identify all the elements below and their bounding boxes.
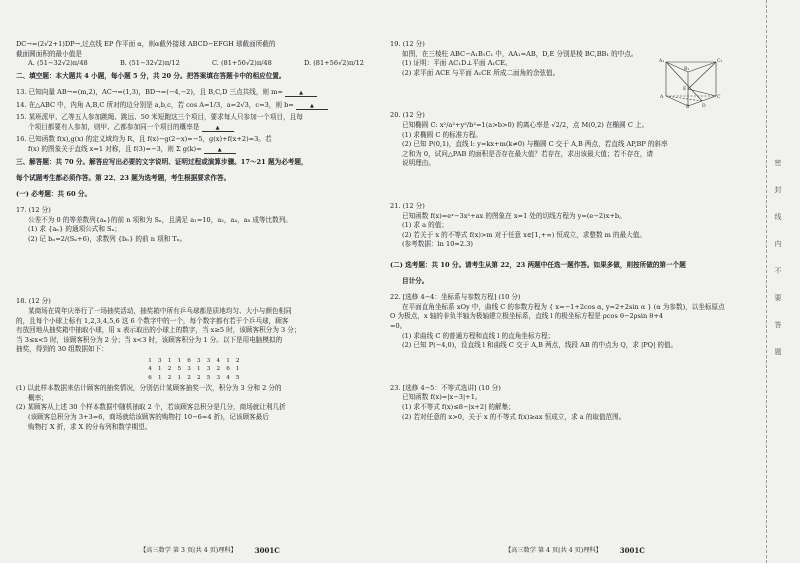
q17-stem: 公差不为 0 的等差数列{aₙ}的前 n 项和为 Sₙ，且满足 a₁=10，a₂，a₄，a₈ 成等比数列。 [28, 215, 292, 224]
q19-stem: 如图，在三棱柱 ABC−A₁B₁C₁ 中，AA₁=AB，D,E 分别是棱 BC,BB₁ 的中点。 [402, 49, 638, 58]
seal-char: 要 [774, 294, 782, 302]
answer-space [390, 169, 734, 199]
seal-char: 题 [774, 348, 782, 356]
section-3-heading-1: 三、解答题：共 70 分。解答应写出必要的文字说明、证明过程或演算步骤。17～21 题为必考题， [16, 157, 308, 166]
q12-option-b: B. (51−32√2)π/12 [119, 59, 180, 68]
q22-stem: 在平面直角坐标系 xOy 中，曲线 C 的参数方程为 { x=−1+2cos α, y=2+2sin α } (α 为参数)，以坐标原点 [402, 302, 725, 311]
q20-heading: 20. (12 分) [390, 111, 425, 120]
q21-part-2: (2) 若关于 x 的不等式 f(x)>m 对于任意 x∈[1,+∞) 恒成立，求整数 m 的最大值。 [402, 230, 646, 239]
q19-part-2: (2) 求平面 ACE 与平面 A₁CE 所成二面角的余弦值。 [402, 68, 560, 77]
q22-heading: 22. [选修 4−4：坐标系与参数方程] (10 分) [390, 293, 521, 302]
q12-option-a: A. (51−32√2)π/48 [28, 59, 88, 68]
label-d: D [702, 104, 706, 108]
prism-figure [658, 56, 724, 108]
seal-char: 密 [774, 159, 782, 167]
q18-part-1-cont: 概率； [28, 393, 48, 402]
label-b: B [686, 105, 690, 108]
page-4-footer-label: 【高三数学 第 4 页(共 4 页)理科】 [505, 547, 602, 554]
q18-line-5: 抽奖，得到的 30 组数据如下： [16, 345, 108, 354]
q23-heading: 23. [选修 4−5：不等式选讲] (10 分) [390, 383, 501, 392]
optional-part-heading-1: (二) 选考题：共 10 分。请考生从第 22，23 两题中任选一题作答。如果多做，则按所做的第一个题 [390, 260, 686, 269]
section-2-heading: 二、填空题：本大题共 4 小题，每小题 5 分，共 20 分。把答案填在答题卡中的相应位置。 [16, 71, 286, 80]
q18-line-1: 某商场在周年庆举行了一场抽奖活动，抽奖箱中所有乒乓球都是质地均匀、大小与颜色相同 [28, 307, 292, 316]
answer-space [390, 250, 734, 258]
page-3 [16, 0, 374, 563]
q20-part-1: (1) 求椭圆 C 的标准方程。 [402, 130, 483, 139]
q16-line-1: 16. 已知函数 f(x),g(x) 的定义域均为 R，且 f(x)−g(2−x)=−5，g(x)+f(x+2)=3。若 [16, 135, 272, 144]
q20-part-2: (2) 已知 P(0,1)，直线 l: y=kx+m(k≠0) 与椭圆 C 交于 A,B 两点，若直线 AP,BP 的斜率 [402, 140, 668, 149]
q20-part-2-cont: 之和为 0，试问△PAB 的面积是否存在最大值？若存在，求出该最大值；若不存在，请 [402, 149, 654, 158]
q15-line-1: 15. 某班派甲、乙等五人参加跳绳、跳远、50 米短跑这三个项目，要求每人只参加一个项目，且每 [16, 113, 303, 122]
q12-option-c: C. (81+56√2)π/48 [211, 59, 272, 68]
q20-stem: 已知椭圆 C: x²/a²+y²/b²=1(a>b>0) 的离心率是 √2/2，点 M(0,2) 在椭圆 C 上。 [402, 120, 649, 129]
label-c1: C₁ [717, 59, 723, 64]
page-4-exam-code: 3001C [619, 546, 645, 555]
page-4 [390, 0, 734, 563]
binding-margin [752, 0, 800, 563]
q18-line-4: 当 3≤x<5 时，该顾客积分为 2 分；当 x<3 时，该顾客积分为 1 分。以下是用电脑模拟的 [16, 335, 283, 344]
q12-stem-line-2: 截面圆面积的最小值是 [16, 49, 82, 58]
seal-char: 不 [774, 267, 782, 275]
q22-part-1: (1) 求曲线 C 的普通方程和直线 l 的直角坐标方程； [402, 331, 555, 340]
q22-stem-end: =0。 [390, 322, 407, 331]
seal-text [772, 150, 784, 366]
q19-part-1: (1) 证明：平面 AC₁D⊥平面 A₁CE。 [402, 59, 512, 68]
answer-blank: ▲ [285, 90, 317, 97]
q15-line-2: 个项目都要有人参加，则甲、乙都参加同一个项目的概率是 ▲ [16, 123, 374, 133]
seal-char: 答 [774, 321, 782, 329]
seal-char: 封 [774, 186, 782, 194]
seal-char: 内 [774, 240, 782, 248]
page-3-footer-label: 【高三数学 第 3 页(共 4 页)理科】 [140, 547, 237, 554]
q12-options [16, 59, 374, 69]
q21-stem: 已知函数 f(x)=eˣ−3x²+ax 的图象在 x=1 处的切线方程为 y=(e−2)x+b。 [402, 211, 626, 220]
label-a: A [660, 95, 664, 100]
q18-part-1: (1) 以此样本数据来估计顾客的抽奖情况，分别估计某顾客抽奖一次，积分为 3 分和 2 分的 [16, 384, 282, 393]
answer-blank: ▲ [204, 147, 236, 154]
q18-part-2: (2) 某顾客从上述 30 个样本数据中随机抽取 2 个，若该顾客总积分是几分，商场就让利几折 [16, 403, 286, 412]
q22-stem-cont: O 为极点，x 轴的非负半轴为极轴建立极坐标系，直线 l 的极坐标方程是 ρcos θ−2ρsin θ+4 [390, 312, 664, 321]
q16-line-2: f(x) 的图象关于直线 x=1 对称，且 f(3)=−3，则 Σ g(k)= ▲ [16, 145, 374, 155]
q17-part-1: (1) 求 {aₙ} 的通项公式和 Sₙ； [28, 225, 122, 234]
q18-data-row: 1 3 1 1 6 3 3 4 1 2 [148, 358, 242, 365]
optional-part-heading-2: 目计分。 [402, 277, 429, 286]
q18-data-row: 6 1 2 1 2 2 5 3 4 5 [148, 374, 242, 381]
q18-line-2: 的，且每个小球上标有 1,2,3,4,5,6 这 6 个数字中的一个，每个数字都有若干个乒乓球，顾客 [16, 316, 289, 325]
q12-stem-line-1: DC→=(2√2+1)DP→,过点线 EP 作平面 α，则α截外接球 ABCD−EFGH 球截面所截的 [16, 40, 276, 48]
required-part-heading: (一) 必考题：共 60 分。 [16, 189, 92, 198]
label-e: E [683, 87, 687, 92]
page-3-exam-code: 3001C [254, 546, 280, 555]
q18-part-2-end: 购物打 X 折，求 X 的分布列和数学期望。 [28, 422, 152, 431]
answer-blank: ▲ [296, 103, 328, 110]
q18-data-table [16, 357, 374, 382]
q21-part-1: (1) 求 a 的值； [402, 221, 448, 230]
label-c: C [717, 95, 721, 100]
q18-data-row: 4 1 2 5 3 1 3 2 6 1 [148, 366, 242, 373]
q23-part-2: (2) 若对任意的 x>0，关于 x 的不等式 f(x)≥ax 恒成立，求 a 的取值范围。 [402, 412, 626, 421]
seal-line [766, 0, 767, 563]
q17-part-2: (2) 记 bₙ=2/(Sₙ+6)，求数列 {bₙ} 的前 n 项和 Tₙ。 [28, 234, 187, 243]
seal-char: 线 [774, 213, 782, 221]
q22-part-2: (2) 已知 P(−4,0)，设直线 l 和曲线 C 交于 A,B 两点，线段 AB 的中点为 Q，求 |PQ| 的值。 [402, 341, 678, 350]
page-3-footer [140, 546, 280, 555]
answer-space [16, 244, 374, 294]
q23-stem: 已知函数 f(x)=|x−3|+1。 [402, 393, 482, 402]
section-3-heading-2: 每个试题考生都必须作答。第 22、23 题为选考题，考生根据要求作答。 [16, 173, 231, 182]
label-a1: A₁ [659, 59, 665, 64]
q12-option-d: D. (81+56√2)π/12 [303, 59, 364, 68]
q23-part-1: (1) 求不等式 f(x)≤8−|x+2| 的解集； [402, 403, 515, 412]
q18-part-2-cont: (该顾客总积分为 3+3=6，商场就给该顾客的购物打 10−6=4 折)，记该顾客最后 [28, 413, 269, 422]
q20-part-2-end: 说明理由。 [402, 159, 435, 168]
q21-heading: 21. (12 分) [390, 201, 425, 210]
q19-heading: 19. (12 分) [390, 40, 425, 48]
q17-heading: 17. (12 分) [16, 206, 51, 215]
q14: 14. 在△ABC 中，内角 A,B,C 所对的边分别是 a,b,c，若 cos A=1/3，a=2√3，c=3，则 b= ▲ [16, 101, 374, 111]
q21-reference: (参考数据：ln 10≈2.3) [402, 240, 473, 249]
page-4-footer [505, 546, 645, 555]
q13: 13. 已知向量 AB→=(m,2)，AC→=(1,3)，BD→=(−4,−2)，且 B,C,D 三点共线，则 m= ▲ [16, 88, 374, 98]
answer-space [390, 351, 734, 381]
q18-line-3: 有放回地从抽奖箱中抽取小球，用 x 表示取出的小球上的数字，当 x≥5 时，该顾客积分为 3 分； [16, 326, 301, 335]
q18-heading: 18. (12 分) [16, 297, 51, 306]
answer-blank: ▲ [202, 125, 234, 132]
label-b1: B₁ [684, 67, 690, 72]
